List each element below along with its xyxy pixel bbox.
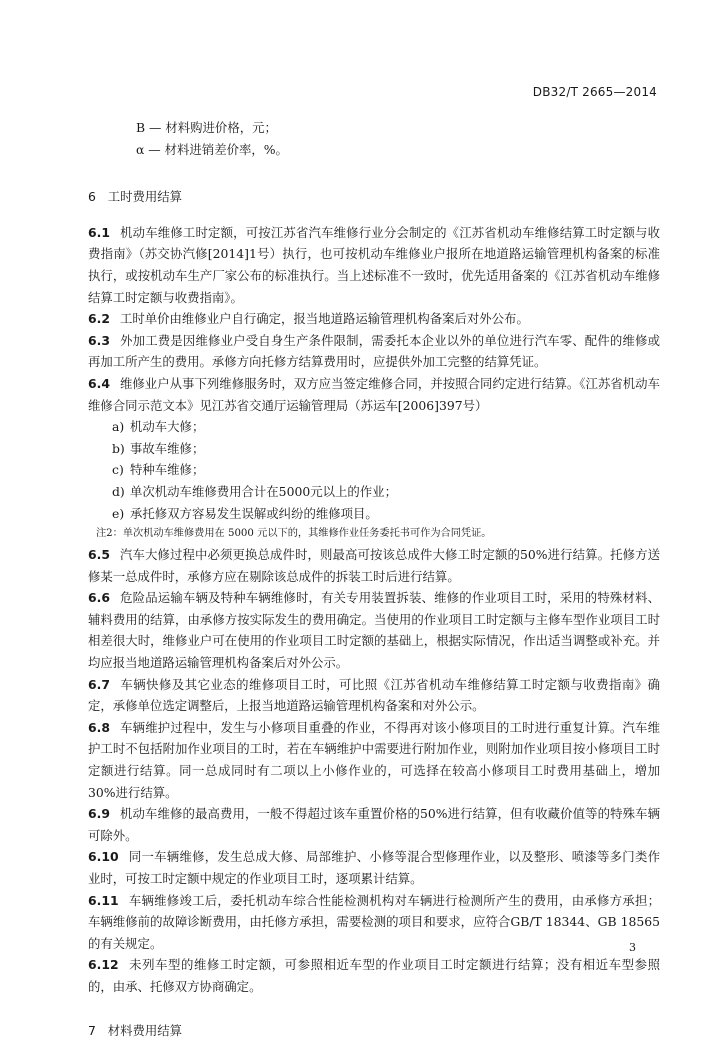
list-label: d) <box>112 483 125 499</box>
clause-text: 工时单价由维修业户自行确定，报当地道路运输管理机构备案后对外公布。 <box>119 311 529 327</box>
clause-6-8 <box>88 717 660 803</box>
clause-6-10 <box>88 846 660 889</box>
list-text: 单次机动车维修费用合计在5000元以上的作业； <box>130 483 397 499</box>
list-label: c) <box>112 462 124 478</box>
clause-number: 6.7 <box>88 676 110 692</box>
clause-6-2 <box>88 308 660 330</box>
clause-6-1 <box>88 222 660 308</box>
clause-text: 车辆快修及其它业态的维修项目工时，可比照《江苏省机动车维修结算工时定额与收费指南》确定，承修单位选定调整后，上报当地道路运输管理机构备案和对外公示。 <box>88 676 660 714</box>
clause-text: 汽车大修过程中必须更换总成件时，则最高可按该总成件大修工时定额的50%进行结算。托修方送修某一总成件时，承修方应在剔除该总成件的拆装工时后进行结算。 <box>88 547 660 584</box>
list-item <box>88 438 660 460</box>
clause-6-4 <box>88 373 660 416</box>
clause-number: 6.5 <box>88 547 110 563</box>
note-2: 注2：单次机动车维修费用在 5000 元以下的，其维修作业任务委托书可作为合同凭证。 <box>96 528 492 540</box>
clause-number: 6.12 <box>88 957 119 973</box>
list-text: 承托修双方容易发生误解或纠纷的维修项目。 <box>130 505 378 521</box>
list-label: b) <box>112 440 125 456</box>
section-6-title: 工时费用结算 <box>107 189 183 205</box>
clause-text: 车辆维修竣工后，委托机动车综合性能检测机构对车辆进行检测所产生的费用，由承修方承担；车辆维修前的故障诊断费用，由托修方承担，需要检测的项目和要求，应符合GB/T 18344、GB 18565的有关规定。 <box>88 892 660 951</box>
list-label: e) <box>112 505 125 521</box>
section-7-number: 7 <box>88 1022 96 1038</box>
clause-number: 6.4 <box>88 375 110 391</box>
list-text: 特种车维修； <box>130 462 205 478</box>
list-label: a) <box>112 419 125 435</box>
clause-number: 6.2 <box>88 311 110 327</box>
list-item <box>88 416 660 438</box>
clause-6-9 <box>88 803 660 846</box>
page-number: 3 <box>629 941 636 954</box>
clause-text: 机动车维修工时定额，可按江苏省汽车维修行业分会制定的《江苏省机动车维修结算工时定额与收费指南》（苏交协汽修[2014]1号）执行，也可按机动车维修业户报所在地道路运输管理机构备案的标准执行，或按机动车生产厂家公布的标准执行。当上述标准不一致时，优先适用备案的《江苏省机动车维修结算工时定额与收费指南》。 <box>88 224 660 305</box>
section-7-title: 材料费用结算 <box>107 1022 183 1038</box>
clause-6-3 <box>88 330 660 373</box>
clause-number: 6.9 <box>88 806 110 822</box>
standard-code: DB32/T 2665—2014 <box>532 85 657 99</box>
list-item <box>88 459 660 481</box>
clause-6-5 <box>88 544 660 587</box>
clause-number: 6.6 <box>88 590 110 606</box>
clause-text: 外加工费是因维修业户受自身生产条件限制，需委托本企业以外的单位进行汽车零、配件的维修或再加工所产生的费用。承修方向托修方结算费用时，应提供外加工完整的结算凭证。 <box>88 332 660 370</box>
list-item <box>88 503 660 525</box>
definition-alpha: α — 材料进销差价率，%。 <box>136 141 288 157</box>
page-content <box>88 117 660 1055</box>
clause-6-6 <box>88 587 660 673</box>
clause-number: 6.11 <box>88 892 119 908</box>
clause-text: 同一车辆维修，发生总成大修、局部维护、小修等混合型修理作业，以及整形、喷漆等多门类作业时，可按工时定额中规定的作业项目工时，逐项累计结算。 <box>88 849 660 886</box>
clause-6-12 <box>88 954 660 997</box>
clause-number: 6.8 <box>88 719 110 735</box>
clause-number: 6.3 <box>88 332 110 348</box>
clause-6-11 <box>88 890 660 955</box>
clause-number: 6.10 <box>88 849 119 865</box>
clause-text: 维修业户从事下列维修服务时，双方应当签定维修合同，并按照合同约定进行结算。《江苏省机动车维修合同示范文本》见江苏省交通厅运输管理局（苏运车[2006]397号） <box>88 375 660 413</box>
clause-text: 车辆维护过程中，发生与小修项目重叠的作业，不得再对该小修项目的工时进行重复计算。汽车维护工时不包括附加作业项目的工时，若在车辆维护中需要进行附加作业，则附加作业项目按小修项目工时定额进行结算。同一总成同时有二项以上小修作业的，可选择在较高小修项目工时费用基础上，增加30%进行结算。 <box>88 719 660 800</box>
definition-b: B — 材料购进价格，元； <box>136 120 277 135</box>
section-7-heading <box>88 1020 660 1042</box>
clause-number: 6.1 <box>88 224 110 240</box>
clause-text: 危险品运输车辆及特种车辆维修时，有关专用装置拆装、维修的作业项目工时，采用的特殊材料、辅料费用的结算，由承修方按实际发生的费用确定。当使用的作业项目工时定额与主修车型作业项目工时相差很大时，维修业户可在使用的作业项目工时定额的基础上，根据实际情况，作出适当调整或补充。并均应报当地道路运输管理机构备案后对外公示。 <box>88 590 660 671</box>
list-item <box>88 481 660 503</box>
list-text: 事故车维修； <box>130 440 205 456</box>
clause-6-7 <box>88 674 660 717</box>
section-6-number: 6 <box>88 189 96 205</box>
clause-text: 机动车维修的最高费用，一般不得超过该车重置价格的50%进行结算，但有收藏价值等的特殊车辆可除外。 <box>88 806 660 843</box>
list-text: 机动车大修； <box>130 419 205 435</box>
clause-text: 未列车型的维修工时定额，可参照相近车型的作业项目工时定额进行结算；没有相近车型参照的，由承、托修双方协商确定。 <box>88 957 660 994</box>
section-6-heading <box>88 186 660 208</box>
